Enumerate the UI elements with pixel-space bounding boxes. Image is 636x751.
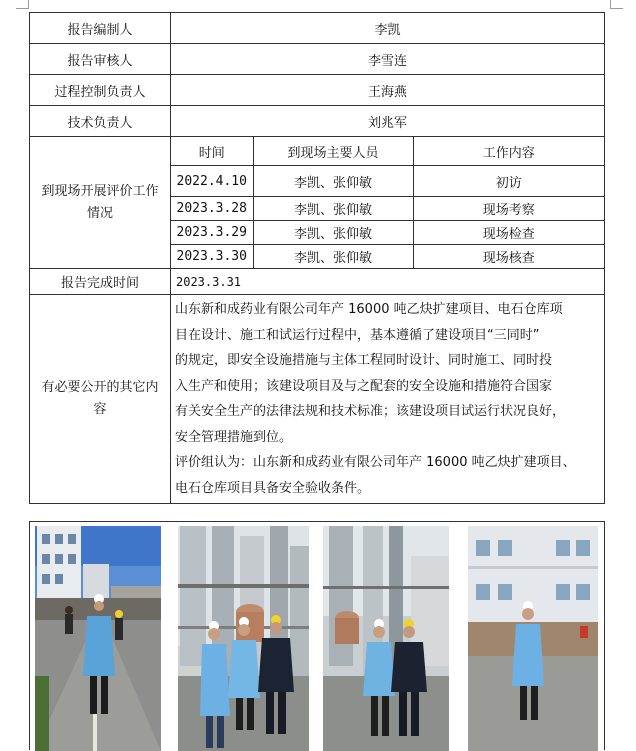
completion-value: 2023.3.31	[171, 269, 605, 295]
header-work: 工作内容	[413, 137, 604, 166]
other-public-row	[30, 295, 605, 504]
site-photo-4	[468, 526, 598, 751]
text-line: 有关安全生产的法律法规和技术标准；该建设项目试运行状况良好，	[175, 404, 566, 419]
author-row	[30, 13, 605, 44]
text-line: 安全管理措施到位。	[175, 429, 293, 445]
site-photo-3	[323, 526, 449, 751]
page-corner-mark-right	[610, 0, 623, 9]
author-label: 报告编制人	[30, 13, 171, 44]
text-line: 目在设计、施工和试运行过程中，基本遵循了建设项目“三同时”	[175, 327, 540, 343]
text-line: 的规定，即安全设施措施与主体工程同时设计、同时施工、同时投	[175, 353, 553, 368]
technical-row	[30, 106, 605, 137]
visit-work: 初访	[413, 166, 604, 197]
visit-date: 2023.3.30	[171, 245, 253, 269]
process-control-label: 过程控制负责人	[30, 75, 171, 106]
table-row	[171, 197, 604, 221]
reviewer-value: 李雪连	[171, 44, 605, 75]
text-line: 评价组认为：山东新和成药业有限公司年产 16000 吨乙炔扩建项目、	[175, 455, 576, 470]
site-visits-label: 到现场开展评价工作情况	[30, 137, 171, 269]
visit-work: 现场检查	[413, 221, 604, 245]
table-row	[171, 221, 604, 245]
conclusion-paragraph-1	[175, 297, 601, 450]
technical-label: 技术负责人	[30, 106, 171, 137]
author-value: 李凯	[171, 13, 605, 44]
other-public-content	[171, 295, 605, 504]
other-public-label: 有必要公开的其它内容	[30, 295, 171, 504]
text-line: 电石仓库项目具备安全验收条件。	[175, 480, 371, 496]
technical-value: 刘兆军	[171, 106, 605, 137]
visit-work: 现场核查	[413, 245, 604, 269]
text-line: 山东新和成药业有限公司年产 16000 吨乙炔扩建项目、电石仓库项	[175, 302, 563, 317]
visit-date: 2022.4.10	[171, 166, 253, 197]
site-visits-cell	[171, 137, 605, 269]
completion-label: 报告完成时间	[30, 269, 171, 295]
site-visits-table	[171, 137, 604, 268]
process-control-row	[30, 75, 605, 106]
table-row	[171, 245, 604, 269]
visit-people: 李凯、张仰敏	[253, 197, 413, 221]
page-corner-mark-left	[16, 0, 29, 9]
visit-work: 现场考察	[413, 197, 604, 221]
process-control-value: 王海燕	[171, 75, 605, 106]
header-people: 到现场主要人员	[253, 137, 413, 166]
site-photo-2	[178, 526, 309, 751]
visit-people: 李凯、张仰敏	[253, 166, 413, 197]
reviewer-row	[30, 44, 605, 75]
text-line: 入生产和使用；该建设项目及与之配套的安全设施和措施符合国家	[175, 378, 553, 394]
visit-people: 李凯、张仰敏	[253, 245, 413, 269]
visit-date: 2023.3.28	[171, 197, 253, 221]
site-photo-1	[35, 526, 161, 751]
site-visits-row	[30, 137, 605, 269]
table-row	[171, 166, 604, 197]
header-time: 时间	[171, 137, 253, 166]
visit-date: 2023.3.29	[171, 221, 253, 245]
site-visits-header-row	[171, 137, 604, 166]
site-photos-row	[29, 521, 605, 750]
visit-people: 李凯、张仰敏	[253, 221, 413, 245]
completion-row	[30, 269, 605, 295]
conclusion-paragraph-2	[175, 450, 601, 501]
reviewer-label: 报告审核人	[30, 44, 171, 75]
report-info-table	[29, 12, 605, 504]
